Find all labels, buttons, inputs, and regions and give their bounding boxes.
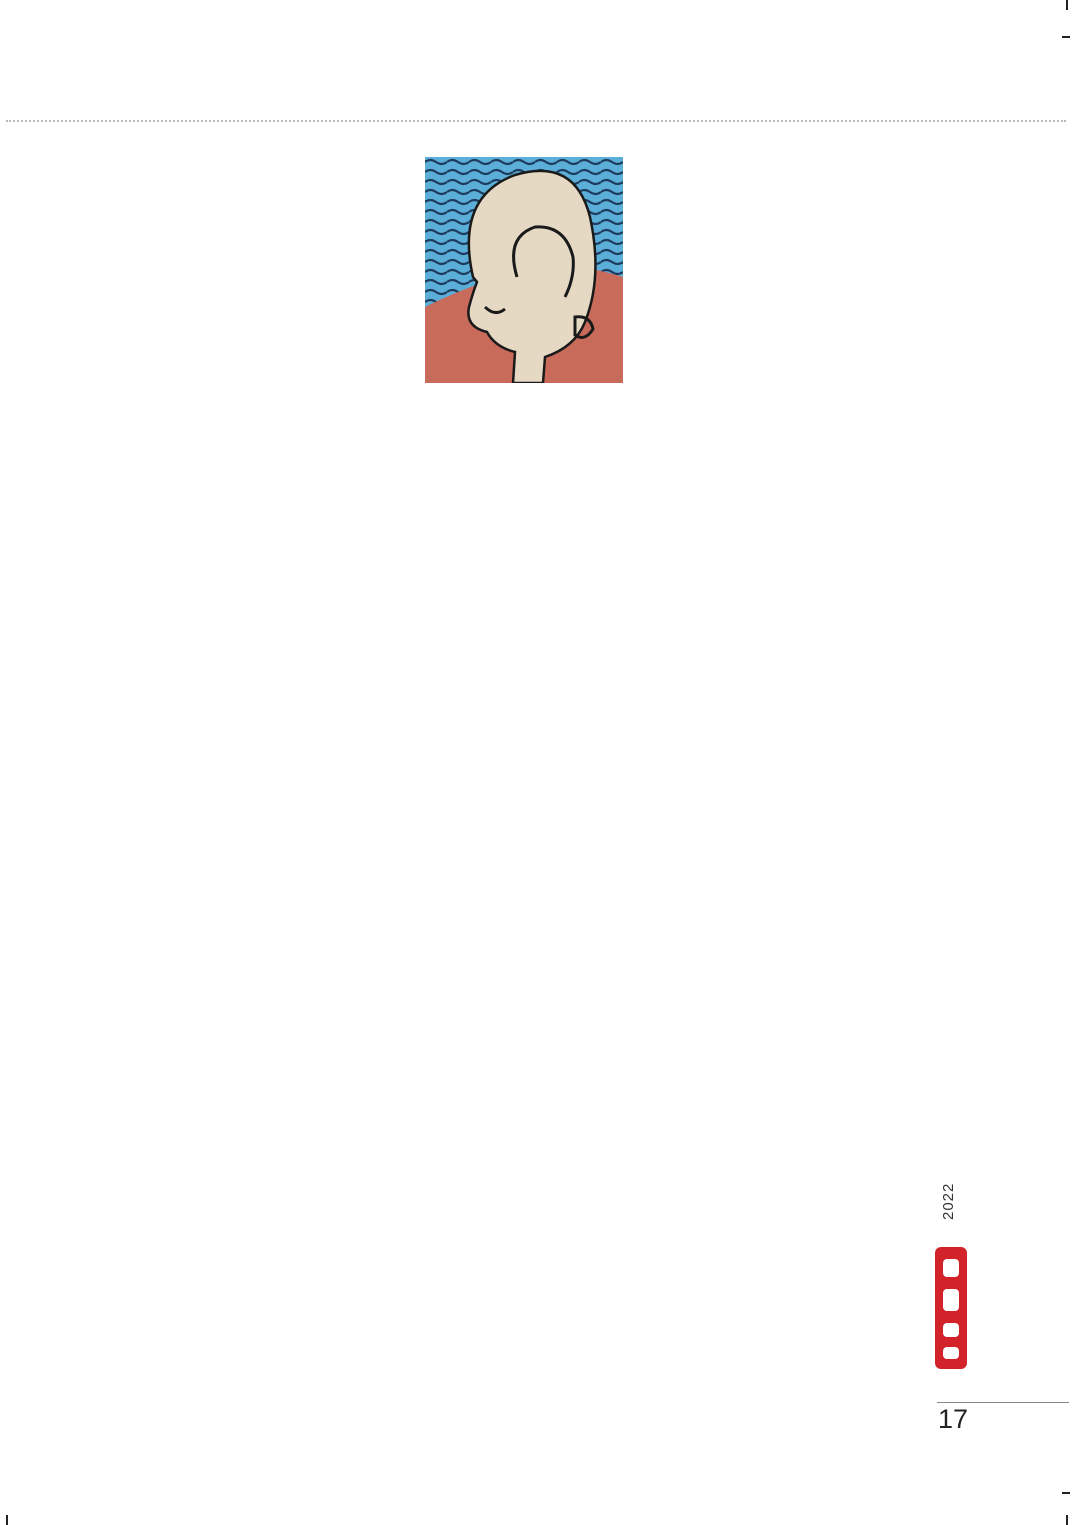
crop-mark xyxy=(1062,1492,1070,1494)
crop-mark xyxy=(1066,1515,1068,1525)
header-divider xyxy=(6,120,1066,122)
drop-cap xyxy=(120,441,186,499)
issue-date: 2022 xyxy=(940,1182,957,1220)
crop-mark xyxy=(1066,0,1068,10)
footer-divider xyxy=(937,1402,1069,1403)
crop-mark xyxy=(6,1515,8,1525)
article-body xyxy=(120,437,900,1387)
magazine-logo-icon xyxy=(926,1238,976,1378)
crop-mark xyxy=(1062,36,1070,38)
page-number: 17 xyxy=(938,1404,969,1434)
ear-illustration xyxy=(425,157,623,383)
